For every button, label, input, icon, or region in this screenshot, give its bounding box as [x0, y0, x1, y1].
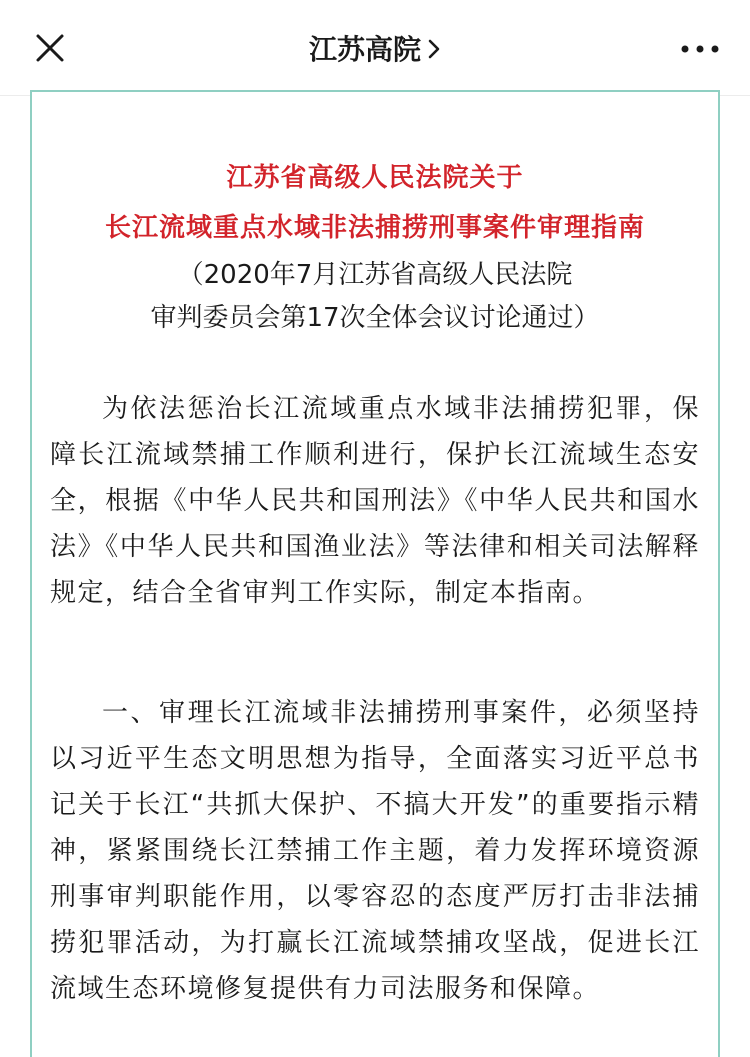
document-title-line-1: 江苏省高级人民法院关于 — [226, 163, 524, 193]
top-navigation-bar — [0, 0, 750, 96]
paragraph-preamble: 为依法惩治长江流域重点水域非法捕捞犯罪，保障长江流域禁捕工作顺利进行，保护长江流域生态安全，根据《中华人民共和国刑法》《中华人民共和国水法》《中华人民共和国渔业法》等法律和相关司法解释规定，结合全省审判工作实际，制定本指南。 — [50, 394, 700, 608]
more-horizontal-icon — [678, 36, 722, 62]
document-subtitle-line-1: （2020年7月江苏省高级人民法院 — [177, 260, 573, 290]
more-options-button[interactable] — [678, 36, 722, 62]
paragraph-article-1: 一、审理长江流域非法捕捞刑事案件，必须坚持以习近平生态文明思想为指导，全面落实习近平总书记关于长江“共抓大保护、不搞大开发”的重要指示精神，紧紧围绕长江禁捕工作主题，着力发挥环境资源刑事审判职能作用，以零容忍的态度严厉打击非法捕捞犯罪活动，为打赢长江流域禁捕攻坚战，促进长江流域生态环境修复提供有力司法服务和保障。 — [50, 698, 700, 1004]
account-name-link[interactable] — [309, 28, 441, 72]
chevron-right-icon — [427, 38, 441, 60]
document-subtitle-line-2: 审判委员会第17次全体会议讨论通过） — [150, 303, 600, 333]
document-title-line-2: 长江流域重点水域非法捕捞刑事案件审理指南 — [104, 213, 645, 243]
account-title-wrap — [0, 28, 750, 72]
account-name: 江苏高院 — [308, 33, 421, 66]
